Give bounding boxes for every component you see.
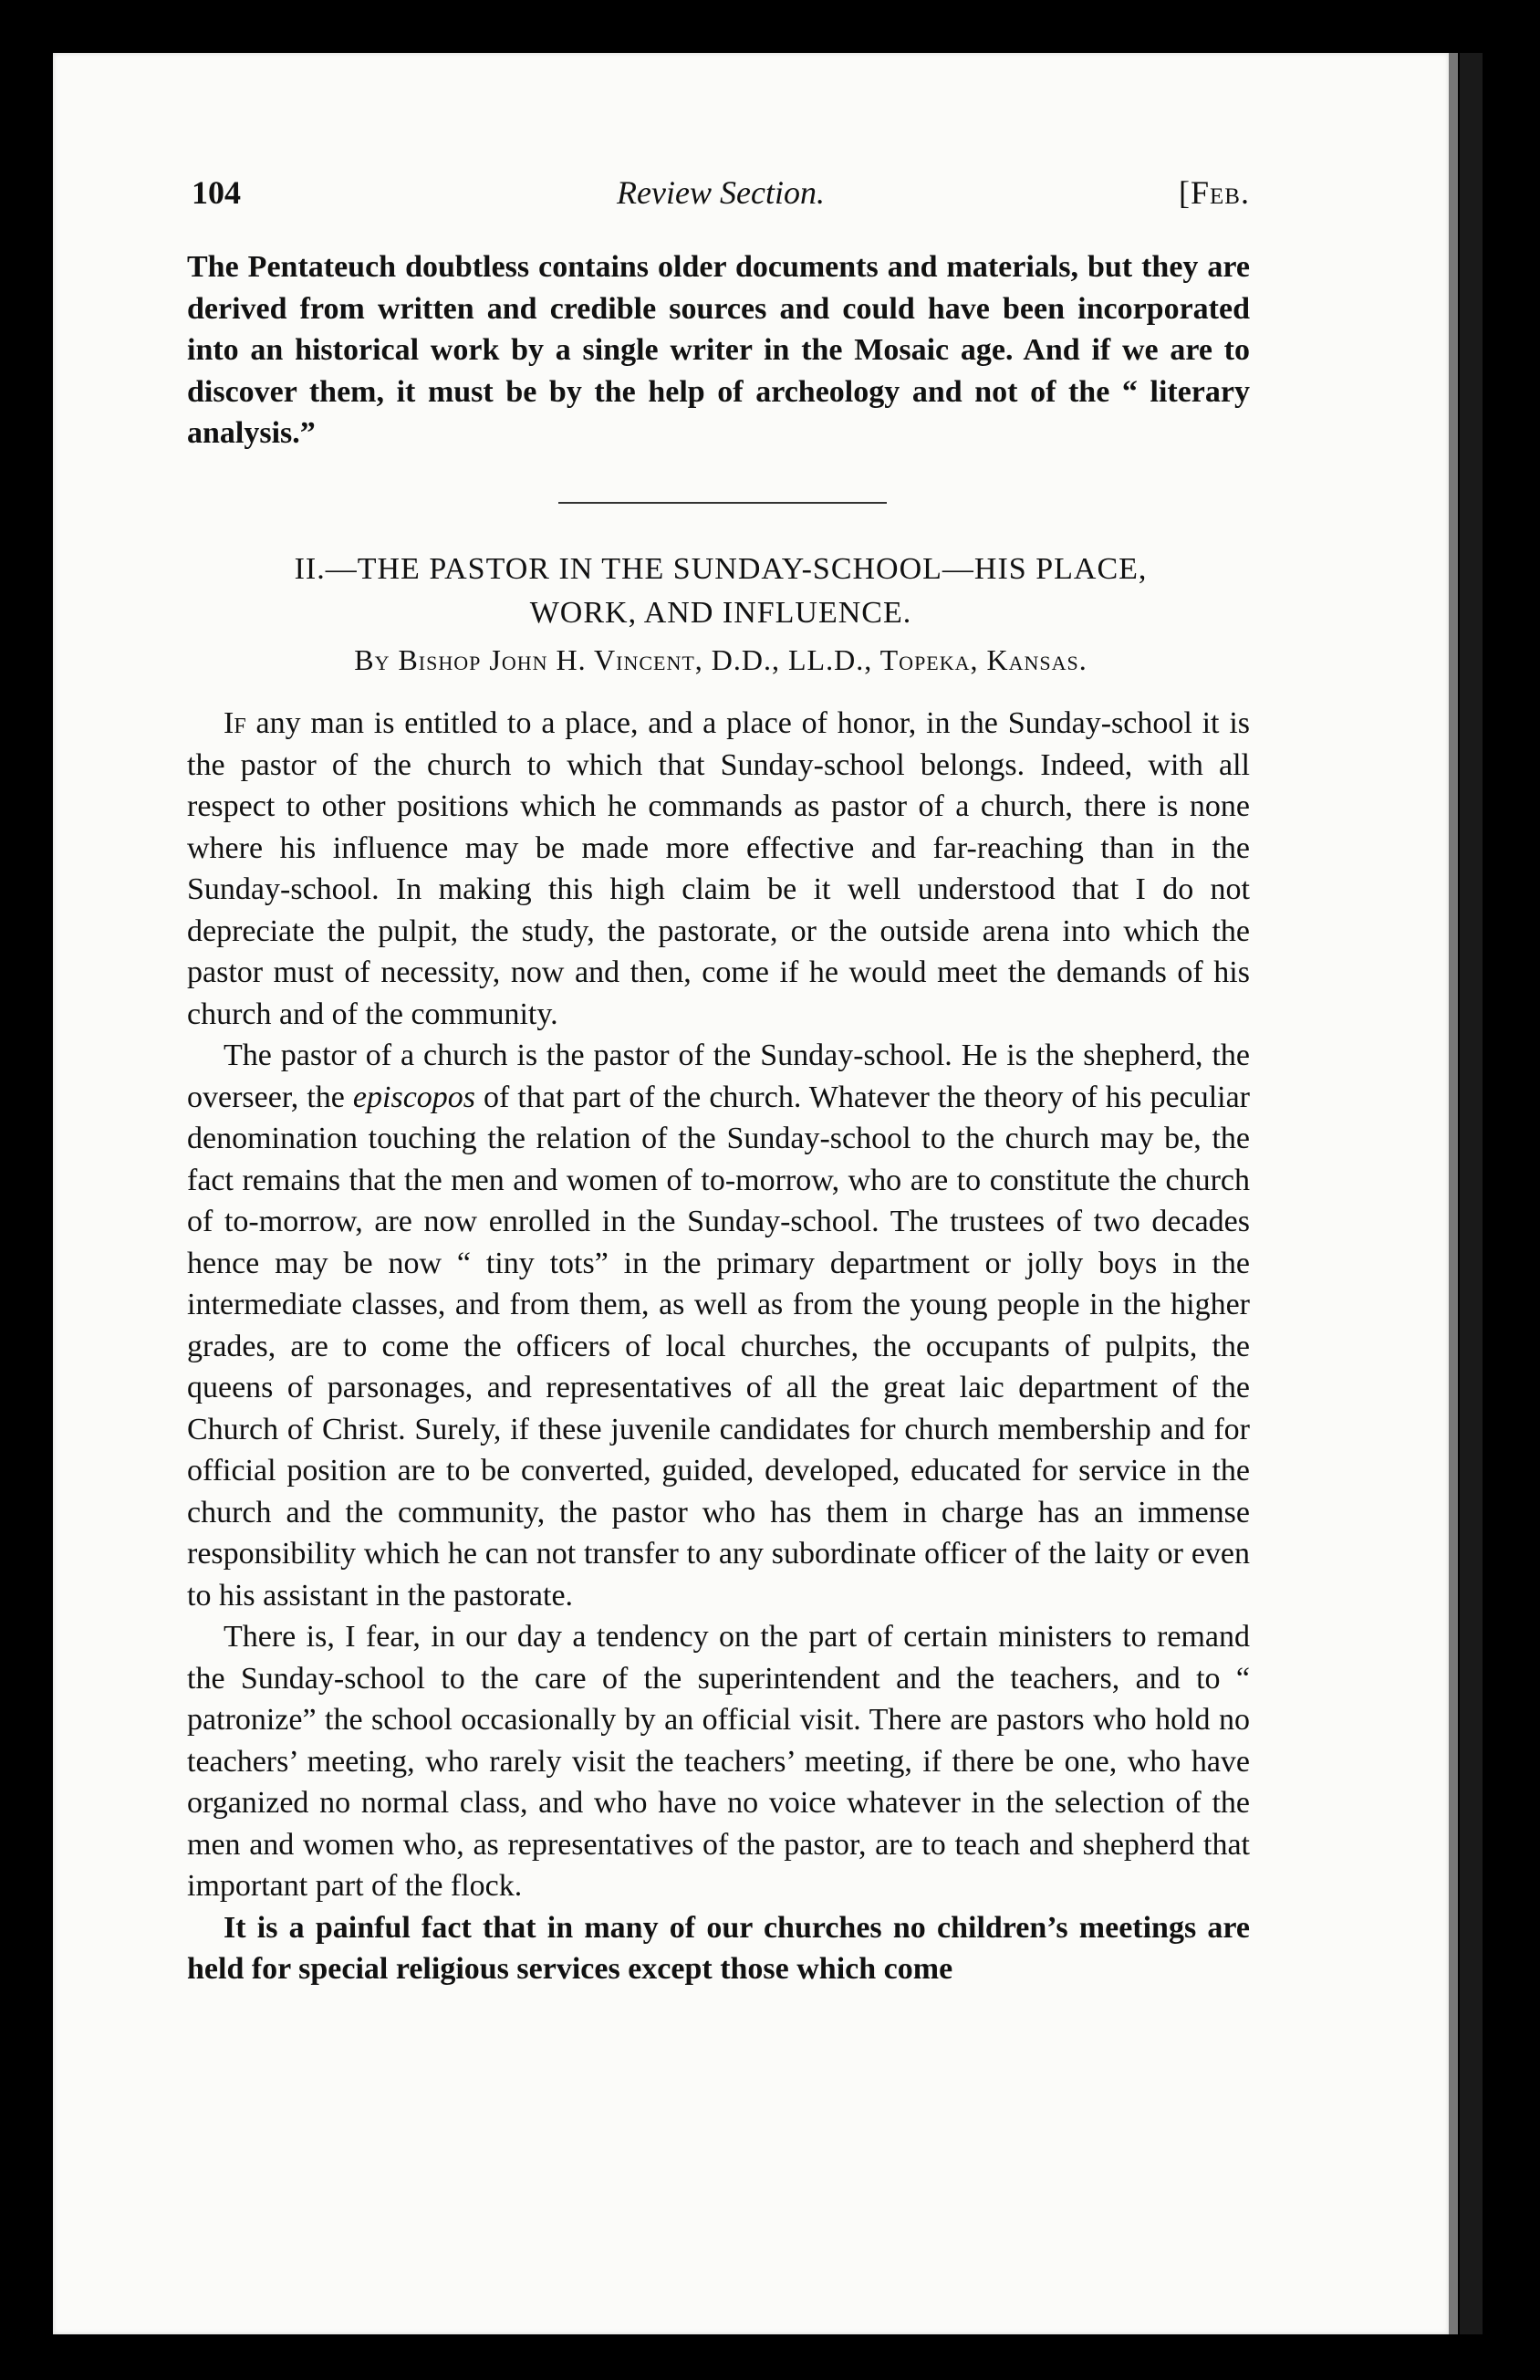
paragraph-4: It is a painful fact that in many of our churches no children’s meetings are held for special religious services except those which come xyxy=(187,1910,1250,1986)
paragraph-1-text: any man is entitled to a place, and a place of honor, in the Sunday-school it is the pastor of the church to which that Sunday-school belongs. Indeed, with all respect to other positions which he commands as pastor of a church, there is none where his influence may be made more effective and far-reaching than in the Sunday-school. In making this high claim be it well understood that I do not depreciate the pulpit, the study, the pastorate, or the outside arena into which the pastor must of necessity, now and then, come if he would meet the demands of his church and of the community. xyxy=(187,706,1250,1031)
article-byline: By Bishop John H. Vincent, D.D., LL.D., Topeka, Kansas. xyxy=(354,643,1087,676)
paragraph-1-dropcap: If xyxy=(224,706,246,740)
paragraph-2-text-b: of that part of the church. Whatever the theory of his peculiar denomination touching the relation of the Sunday-school to the church may be, the fact remains that the men and women of to-morrow, who are to constitute the church of to-morrow, are now enrolled in the Sunday-school. The trustees of two decades hence may be now “ tiny tots” in the primary department or jolly boys in the intermediate classes, and from them, as well as from the young people in the higher grades, are to come the officers of local churches, the occupants of pulpits, the queens of parsonages, and representatives of all the great laic department of the Church of Christ. Surely, if these juvenile candidates for church membership and for official position are to be converted, guided, developed, educated for service in the church and the community, the pastor who has them in charge has an immense responsibility which he can not transfer to any subordinate officer of the laity or even to his assistant in the pastorate. xyxy=(187,1080,1250,1613)
paragraph-2-text-a: The pastor of a church is the pastor of the Sunday-school. He is the shepherd, the overseer, the xyxy=(187,1039,1250,1114)
month-label: [Feb. xyxy=(1179,174,1250,211)
paragraph-1 xyxy=(187,703,1250,1035)
article-heading xyxy=(164,548,1277,635)
running-head xyxy=(192,173,1250,219)
paragraph-2-italic: episcopos xyxy=(352,1080,476,1114)
section-divider xyxy=(558,502,887,504)
article-heading-line-2: WORK, AND INFLUENCE. xyxy=(529,596,912,630)
page-number: 104 xyxy=(192,174,241,211)
section-title: Review Section. xyxy=(617,174,825,211)
article-body xyxy=(187,703,1250,1990)
paragraph-2 xyxy=(187,1035,1250,1616)
intro-paragraph: The Pentateuch doubtless contains older documents and materials, but they are derived from written and credible sources and could have been incorporated into an historical work by a single writer in the Mosaic age. And if we are to discover them, it must be by the help of archeology and not of the “ literary analysis.” xyxy=(187,250,1250,450)
book-spine-shadow xyxy=(1460,53,1483,2334)
book-spine-edge xyxy=(1449,53,1458,2334)
article-heading-line-1: II.—THE PASTOR IN THE SUNDAY-SCHOOL—HIS PLACE, xyxy=(294,552,1148,586)
paragraph-3: There is, I fear, in our day a tendency on the part of certain ministers to remand the Sunday-school to the care of the superintendent and the teachers, and to “ patronize” the school occasionally by an official visit. There are pastors who hold no teachers’ meeting, who rarely visit the teachers’ meeting, if there be one, who have organized no normal class, and who have no voice whatever in the selection of the men and women who, as representatives of the pastor, are to teach and shepherd that important part of the flock. xyxy=(187,1620,1250,1903)
